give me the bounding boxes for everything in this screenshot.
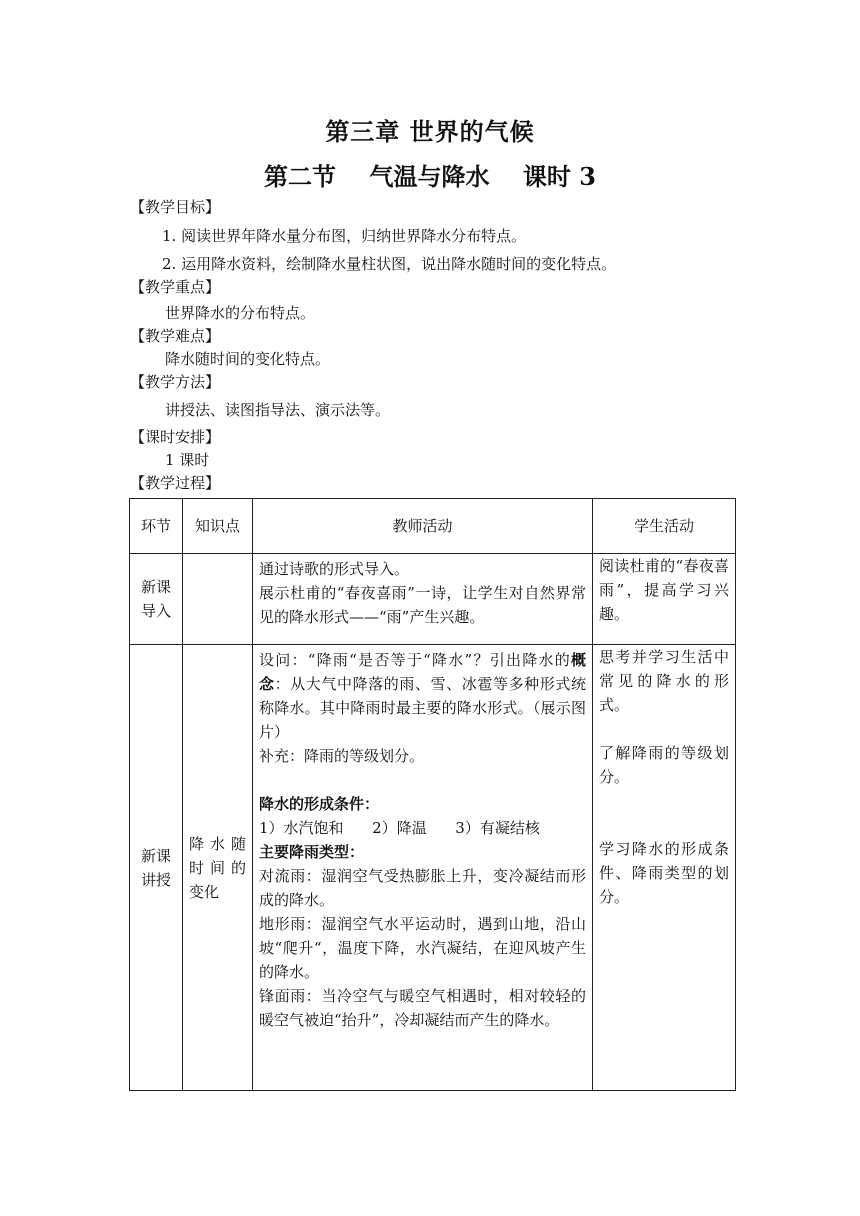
table-row	[130, 645, 736, 1091]
header-teacher: 教师活动	[253, 499, 593, 554]
student-cell: 阅读杜甫的“春夜喜雨”，提高学习兴趣。	[593, 554, 736, 645]
teacher-line: 通过诗歌的形式导入。	[259, 560, 410, 578]
rain-type-convective: 对流雨：湿润空气受热膨胀上升，变冷凝结而形成的降水。	[259, 867, 586, 909]
types-title-text: 主要降雨类型：	[259, 843, 365, 861]
difficulty-label: 【教学难点】	[130, 327, 221, 345]
chapter-title: 第三章 世界的气候	[325, 117, 535, 146]
method-text: 讲授法、读图指导法、演示法等。	[165, 401, 391, 419]
process-label: 【教学过程】	[130, 474, 221, 492]
concept-bold: 概念	[259, 651, 586, 693]
schedule-label: 【课时安排】	[130, 428, 221, 446]
teacher-cell	[253, 554, 593, 645]
teacher-paragraph: 补充：降雨的等级划分。	[259, 747, 425, 765]
rain-type-frontal: 锋面雨：当冷空气与暖空气相遇时，相对较轻的暖空气被迫“抬升”，冷却凝结而产生的降水。	[259, 987, 586, 1029]
knowledge-cell	[183, 554, 253, 645]
header-knowledge: 知识点	[183, 499, 253, 554]
student-text: 学习降水的形成条件、降雨类型的划分。	[599, 840, 729, 906]
conditions-title-text: 降水的形成条件：	[259, 795, 380, 813]
header-student: 学生活动	[593, 499, 736, 554]
difficulty-text: 降水随时间的变化特点。	[165, 350, 331, 368]
key-text: 世界降水的分布特点。	[165, 304, 316, 322]
knowledge-cell: 降水随时间的变化	[183, 645, 253, 1091]
spacer	[599, 717, 729, 741]
objectives-label: 【教学目标】	[130, 198, 221, 216]
objective-1: 1. 阅读世界年降水量分布图，归纳世界降水分布特点。	[162, 227, 527, 245]
spacer	[599, 789, 729, 813]
table-header-row	[130, 499, 736, 554]
section-title: 第二节 气温与降水 课时 3	[264, 162, 596, 191]
teacher-paragraph	[259, 648, 586, 744]
rain-type-orographic: 地形雨：湿润空气水平运动时，遇到山地，沿山坡“爬升“，温度下降，水汽凝结，在迎风坡产生的降水。	[259, 915, 586, 981]
header-stage: 环节	[130, 499, 183, 554]
conditions-items: 1）水汽饱和 2）降温 3）有凝结核	[259, 819, 540, 837]
teacher-text: ：从大气中降落的雨、雪、冰雹等多种形式统称降水。其中降雨时最主要的降水形式。（展示图片）	[259, 675, 586, 741]
schedule-text: 1 课时	[165, 451, 210, 469]
objective-2: 2. 运用降水资料，绘制降水量柱状图，说出降水随时间的变化特点。	[162, 255, 617, 273]
teacher-text: 设问：“降雨“是否等于“降水”？引出降水的	[259, 651, 571, 669]
teacher-line: 展示杜甫的“春夜喜雨”一诗，让学生对自然界常见的降水形式——“雨”产生兴趣。	[259, 584, 586, 626]
conditions-title	[259, 792, 586, 816]
spacer	[599, 813, 729, 837]
table-row	[130, 554, 736, 645]
student-text: 思考并学习生活中常见的降水的形式。	[599, 648, 729, 714]
key-label: 【教学重点】	[130, 278, 221, 296]
types-title	[259, 840, 586, 864]
student-cell	[593, 645, 736, 1091]
stage-cell: 新课导入	[130, 554, 183, 645]
process-table	[129, 498, 736, 1091]
student-text: 了解降雨的等级划分。	[599, 744, 729, 786]
teacher-cell	[253, 645, 593, 1091]
method-label: 【教学方法】	[130, 373, 221, 391]
spacer	[259, 768, 586, 792]
stage-cell: 新课讲授	[130, 645, 183, 1091]
